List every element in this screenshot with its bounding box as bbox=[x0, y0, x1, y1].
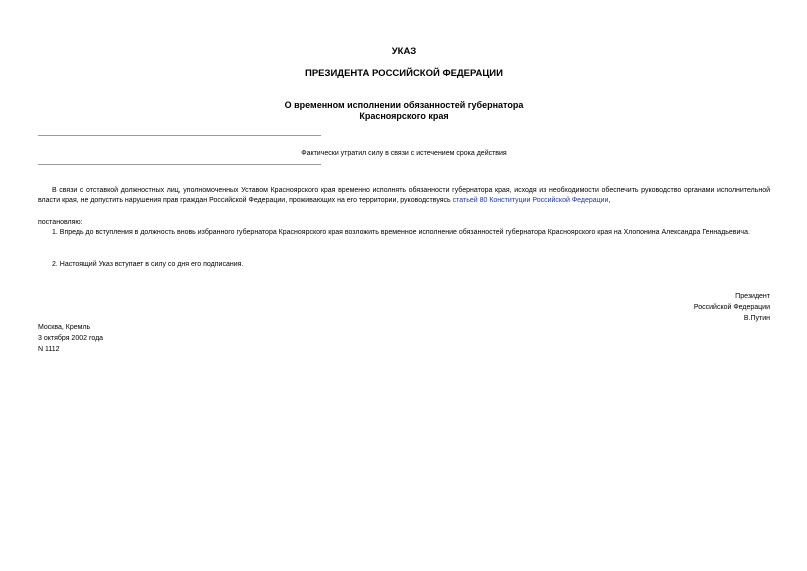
divider-top bbox=[38, 135, 321, 136]
heading-line-1: О временном исполнении обязанностей губернатора bbox=[284, 100, 524, 110]
status-note: Фактически утратил силу в связи с истечением срока действия bbox=[301, 150, 507, 157]
footer-number: N 1112 bbox=[38, 346, 60, 353]
decree-item-1: 1. Впредь до вступления в должность вновь избранного губернатора Красноярского края возложить временное исполнение обязанностей губернатора Красноярского края на Хлопонина Александра Геннадьевича. bbox=[52, 229, 750, 236]
document-title: УКАЗ bbox=[391, 46, 417, 57]
document-heading bbox=[38, 100, 770, 122]
intro-text: В связи с отставкой должностных лиц, уполномоченных Уставом Красноярского края временно исполнять обязанности губернатора края, исходя из необходимости обеспечить руководство органами исполнительной власти края, не допустить нарушения прав граждан Российской Федерации, проживающих на его территории, руководствуясь bbox=[38, 187, 770, 204]
divider-bottom bbox=[38, 164, 321, 165]
intro-end: , bbox=[608, 197, 611, 204]
decree-word: постановляю: bbox=[38, 219, 83, 226]
constitution-article-link[interactable]: статьей 80 Конституции Российской Федерации bbox=[452, 197, 609, 204]
heading-line-2: Красноярского края bbox=[359, 111, 449, 121]
signature-position: Президент bbox=[735, 293, 770, 300]
footer-date: 3 октября 2002 года bbox=[38, 335, 104, 342]
signature-block bbox=[694, 291, 770, 324]
footer-block bbox=[38, 322, 103, 355]
signature-name: В.Путин bbox=[743, 315, 770, 322]
document-page bbox=[38, 0, 770, 571]
footer-place: Москва, Кремль bbox=[38, 324, 91, 331]
document-subtitle: ПРЕЗИДЕНТА РОССИЙСКОЙ ФЕДЕРАЦИИ bbox=[305, 68, 503, 79]
intro-paragraph bbox=[38, 186, 770, 206]
decree-item-2: 2. Настоящий Указ вступает в силу со дня его подписания. bbox=[52, 261, 244, 268]
signature-country: Российской Федерации bbox=[693, 304, 770, 311]
